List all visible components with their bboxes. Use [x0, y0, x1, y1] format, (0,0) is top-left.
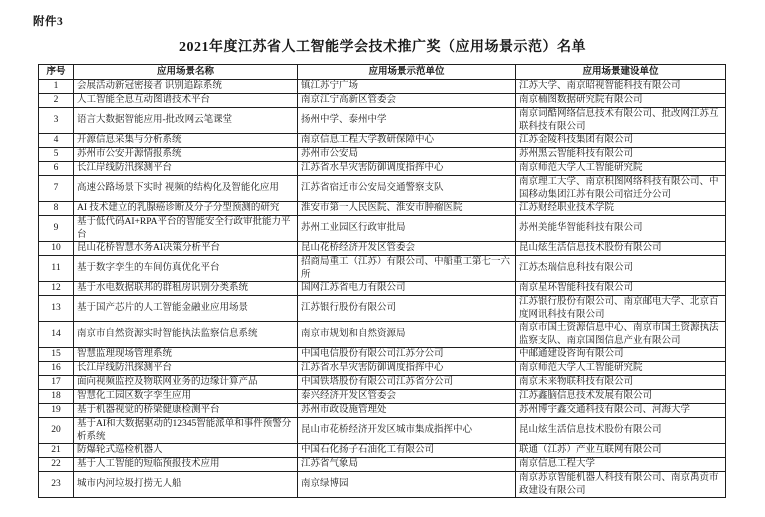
demo-unit-cell: 江苏省气象局: [298, 458, 516, 472]
build-unit-cell: 南京楠图数据研究院有限公司: [516, 94, 726, 108]
scenario-name-cell: 开源信息采集与分析系统: [74, 134, 298, 148]
attachment-label: 附件3: [33, 16, 64, 28]
build-unit-cell: 昆山炫生活信息技术股份有限公司: [516, 242, 726, 256]
demo-unit-cell: 江苏省水旱灾害防御调度指挥中心: [298, 362, 516, 376]
scenario-name-cell: 苏州市公安开源情报系统: [74, 148, 298, 162]
award-table: [38, 64, 726, 498]
scenario-name-cell: 面向视频监控及物联网业务的边缘计算产品: [74, 376, 298, 390]
build-unit-cell: 苏州博宇鑫交通科技有限公司、河海大学: [516, 404, 726, 418]
row-number-cell: 7: [39, 176, 74, 202]
build-unit-cell: 苏州黑云智能科技有限公司: [516, 148, 726, 162]
row-number-cell: 3: [39, 108, 74, 134]
build-unit-cell: 南京星环智能科技有限公司: [516, 282, 726, 296]
table-header-row: [39, 65, 726, 80]
table-row: [39, 458, 726, 472]
row-number-cell: 17: [39, 376, 74, 390]
demo-unit-cell: 招商局重工（江苏）有限公司、中船重工第七一六所: [298, 256, 516, 282]
header-scenario-name: 应用场景名称: [74, 65, 298, 80]
header-demo-unit: 应用场景示范单位: [298, 65, 516, 80]
award-table-body: [39, 80, 726, 498]
demo-unit-cell: 泰兴经济开发区管委会: [298, 390, 516, 404]
demo-unit-cell: 中国电信股份有限公司江苏分公司: [298, 348, 516, 362]
row-number-cell: 19: [39, 404, 74, 418]
row-number-cell: 6: [39, 162, 74, 176]
scenario-name-cell: 城市内河垃圾打捞无人船: [74, 472, 298, 498]
build-unit-cell: 昆山炫生活信息技术股份有限公司: [516, 418, 726, 444]
header-row-number: 序号: [39, 65, 74, 80]
scenario-name-cell: 基于AI和大数据驱动的12345智能派单和事件预警分析系统: [74, 418, 298, 444]
demo-unit-cell: 镇江苏宁广场: [298, 80, 516, 94]
scenario-name-cell: 基于机器视觉的桥梁健康检测平台: [74, 404, 298, 418]
table-row: [39, 472, 726, 498]
page-title: 2021年度江苏省人工智能学会技术推广奖（应用场景示范）名单: [179, 40, 586, 55]
build-unit-cell: 联通（江苏）产业互联网有限公司: [516, 444, 726, 458]
row-number-cell: 22: [39, 458, 74, 472]
demo-unit-cell: 江苏省宿迁市公安局交通警察支队: [298, 176, 516, 202]
table-row: [39, 162, 726, 176]
table-row: [39, 202, 726, 216]
build-unit-cell: 南京理工大学、南京积图网络科技有限公司、中国移动集团江苏有限公司宿迁分公司: [516, 176, 726, 202]
scenario-name-cell: 基于低代码AI+RPA平台的智能安全行政审批能力平台: [74, 216, 298, 242]
scenario-name-cell: 会展活动新冠密接者 识别追踪系统: [74, 80, 298, 94]
row-number-cell: 5: [39, 148, 74, 162]
table-row: [39, 418, 726, 444]
row-number-cell: 9: [39, 216, 74, 242]
demo-unit-cell: 昆山市花桥经济开发区城市集成指挥中心: [298, 418, 516, 444]
build-unit-cell: 江苏财经职业技术学院: [516, 202, 726, 216]
build-unit-cell: 江苏杰瑞信息科技有限公司: [516, 256, 726, 282]
table-row: [39, 362, 726, 376]
row-number-cell: 16: [39, 362, 74, 376]
header-build-unit: 应用场景建设单位: [516, 65, 726, 80]
build-unit-cell: 南京师范大学人工智能研究院: [516, 362, 726, 376]
table-row: [39, 444, 726, 458]
row-number-cell: 10: [39, 242, 74, 256]
table-row: [39, 108, 726, 134]
table-row: [39, 80, 726, 94]
row-number-cell: 18: [39, 390, 74, 404]
table-row: [39, 322, 726, 348]
scenario-name-cell: 语言大数据智能应用-批改网云笔课堂: [74, 108, 298, 134]
table-row: [39, 176, 726, 202]
table-row: [39, 94, 726, 108]
row-number-cell: 14: [39, 322, 74, 348]
table-row: [39, 242, 726, 256]
table-row: [39, 404, 726, 418]
row-number-cell: 2: [39, 94, 74, 108]
demo-unit-cell: 苏州工业园区行政审批局: [298, 216, 516, 242]
demo-unit-cell: 扬州中学、泰州中学: [298, 108, 516, 134]
build-unit-cell: 南京词酷网络信息技术有限公司、批改网江苏互联科技有限公司: [516, 108, 726, 134]
table-row: [39, 216, 726, 242]
build-unit-cell: 南京苏京智能机器人科技有限公司、南京禹贡市政建设有限公司: [516, 472, 726, 498]
row-number-cell: 20: [39, 418, 74, 444]
build-unit-cell: 南京未来物联科技有限公司: [516, 376, 726, 390]
row-number-cell: 13: [39, 296, 74, 322]
row-number-cell: 8: [39, 202, 74, 216]
scenario-name-cell: 人工智能全息互动图谱技术平台: [74, 94, 298, 108]
build-unit-cell: 南京师范大学人工智能研究院: [516, 162, 726, 176]
row-number-cell: 11: [39, 256, 74, 282]
demo-unit-cell: 南京绿博园: [298, 472, 516, 498]
scenario-name-cell: 智慧化工园区数字孪生应用: [74, 390, 298, 404]
table-row: [39, 256, 726, 282]
scenario-name-cell: 防爆轮式巡检机器人: [74, 444, 298, 458]
scenario-name-cell: 昆山花桥智慧水务AI决策分析平台: [74, 242, 298, 256]
build-unit-cell: 江苏大学、南京昭视智能科技有限公司: [516, 80, 726, 94]
row-number-cell: 21: [39, 444, 74, 458]
row-number-cell: 15: [39, 348, 74, 362]
scenario-name-cell: AI 技术建立的乳腺癌诊断及分子分型预测的研究: [74, 202, 298, 216]
table-row: [39, 376, 726, 390]
table-row: [39, 348, 726, 362]
build-unit-cell: 南京信息工程大学: [516, 458, 726, 472]
build-unit-cell: 江苏鑫脑信息技术发展有限公司: [516, 390, 726, 404]
demo-unit-cell: 中国石化扬子石油化工有限公司: [298, 444, 516, 458]
row-number-cell: 23: [39, 472, 74, 498]
build-unit-cell: 江苏银行股份有限公司、南京邮电大学、北京百度网讯科技有限公司: [516, 296, 726, 322]
demo-unit-cell: 国网江苏省电力有限公司: [298, 282, 516, 296]
demo-unit-cell: 昆山花桥经济开发区管委会: [298, 242, 516, 256]
demo-unit-cell: 苏州市公安局: [298, 148, 516, 162]
scenario-name-cell: 基于国产芯片的人工智能金融业应用场景: [74, 296, 298, 322]
build-unit-cell: 苏州美能华智能科技有限公司: [516, 216, 726, 242]
scenario-name-cell: 智慧监理现场管理系统: [74, 348, 298, 362]
table-row: [39, 390, 726, 404]
build-unit-cell: 江苏金陵科技集团有限公司: [516, 134, 726, 148]
scenario-name-cell: 高速公路场景下实时 视频的结构化及智能化应用: [74, 176, 298, 202]
demo-unit-cell: 南京信息工程大学教研保障中心: [298, 134, 516, 148]
table-row: [39, 148, 726, 162]
demo-unit-cell: 南京市规划和自然资源局: [298, 322, 516, 348]
scenario-name-cell: 长江岸线防汛探测平台: [74, 362, 298, 376]
table-row: [39, 134, 726, 148]
demo-unit-cell: 中国铁塔股份有限公司江苏省分公司: [298, 376, 516, 390]
demo-unit-cell: 苏州市政设施管理处: [298, 404, 516, 418]
table-row: [39, 296, 726, 322]
scenario-name-cell: 长江岸线防汛探测平台: [74, 162, 298, 176]
demo-unit-cell: 淮安市第一人民医院、淮安市肿瘤医院: [298, 202, 516, 216]
row-number-cell: 4: [39, 134, 74, 148]
scenario-name-cell: 基于水电数据联邦的群租房识别分类系统: [74, 282, 298, 296]
row-number-cell: 1: [39, 80, 74, 94]
demo-unit-cell: 江苏银行股份有限公司: [298, 296, 516, 322]
scenario-name-cell: 基于数字孪生的车间仿真优化平台: [74, 256, 298, 282]
scenario-name-cell: 南京市自然资源实时智能执法监察信息系统: [74, 322, 298, 348]
build-unit-cell: 中邮通建设咨询有限公司: [516, 348, 726, 362]
demo-unit-cell: 江苏省水旱灾害防御调度指挥中心: [298, 162, 516, 176]
row-number-cell: 12: [39, 282, 74, 296]
scenario-name-cell: 基于人工智能的短临预报技术应用: [74, 458, 298, 472]
table-row: [39, 282, 726, 296]
demo-unit-cell: 南京江宁高新区管委会: [298, 94, 516, 108]
build-unit-cell: 南京市国土资源信息中心、南京市国土资源执法监察支队、南京国图信息产业有限公司: [516, 322, 726, 348]
